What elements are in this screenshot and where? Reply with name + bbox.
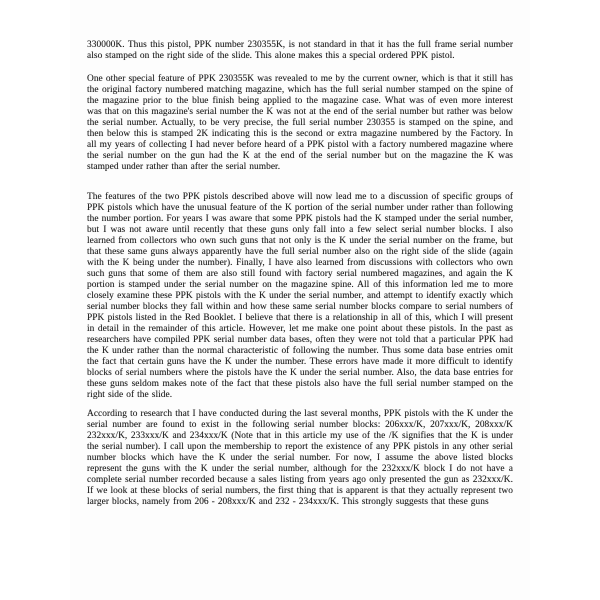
paragraph-k-under-discussion: The features of the two PPK pistols described above will now lead me to a discussion of specific groups of PPK pistols which have the unusual feature of the K portion of the serial number under rather than following the number portion. For years I was aware that some PPK pistols had the K stamped under the serial number, but I was not aware until recently that these guns only fall into a few select serial number blocks. I also learned from collectors who own such guns that not only is the K under the serial number on the frame, but that these same guns always apparently have the full serial number also on the right side of the slide (again with the K being under the number). Finally, I have also learned from discussions with collectors who own such guns that some of them are also still found with factory serial numbered magazines, and again the K portion is stamped under the serial number on the magazine spine. All of this information led me to more closely examine these PPK pistols with the K under the serial number, and attempt to identify exactly which serial number blocks they fall within and how these same serial number blocks compare to serial numbers of PPK pistols listed in the Red Booklet. I believe that there is a relationship in all of this, which I will present in detail in the remainder of this article. However, let me make one point about these pistols. In the past as researchers have compiled PPK serial number data bases, often they were not told that a particular PPK had the K under rather than the normal characteristic of following the number. Thus some data base entries omit the fact that certain guns have the K under the number. These errors have made it more difficult to identify blocks of serial numbers where the pistols have the K under the serial number. Also, the data base entries for these guns seldom makes note of the fact that these pistols also have the full serial number stamped on the right side of the slide.: [87, 192, 513, 400]
paragraph-magazine-feature: One other special feature of PPK 230355K was revealed to me by the current owner, which is that it still has the original factory numbered matching magazine, which has the full serial number stamped on the spine of the magazine prior to the blue finish being applied to the magazine case. What was of even more interest was that on this magazine's serial number the K was not at the end of the serial number but rather was below the serial number. Actually, to be very precise, the full serial number 230355 is stamped on the spine, and then below this is stamped 2K indicating this is the second or extra magazine numbered by the Factory. In all my years of collecting I had never before heard of a PPK pistol with a factory numbered magazine where the serial number on the gun had the K at the end of the serial number but on the magazine the K was stamped under rather than after the serial number.: [87, 74, 513, 172]
paragraph-serial-blocks-research: According to research that I have conducted during the last several months, PPK pistols with the K under the serial number are found to exist in the following serial number blocks: 206xxx/K, 207xxx/K, 208xxx/K 232xxx/K, 233xxx/K and 234xxx/K (Note that in this article my use of the /K signifies that the K is under the serial number). I call upon the membership to report the existence of any PPK pistols in any other serial number blocks which have the K under the serial number. For now, I assume the above listed blocks represent the guns with the K under the serial number, although for the 232xxx/K block I do not have a complete serial number recorded because a sales listing from years ago only presented the gun as 232xxx/K. If we look at these blocks of serial numbers, the first thing that is apparent is that they actually represent two larger blocks, namely from 206 - 208xxx/K and 232 - 234xxx/K. This strongly suggests that these guns: [87, 409, 513, 507]
paragraph-continuation: 330000K. Thus this pistol, PPK number 230355K, is not standard in that it has the full frame serial number also stamped on the right side of the slide. This alone makes this a special ordered PPK pistol.: [87, 40, 513, 61]
document-page: [70, 0, 530, 600]
text-block: [87, 40, 513, 508]
